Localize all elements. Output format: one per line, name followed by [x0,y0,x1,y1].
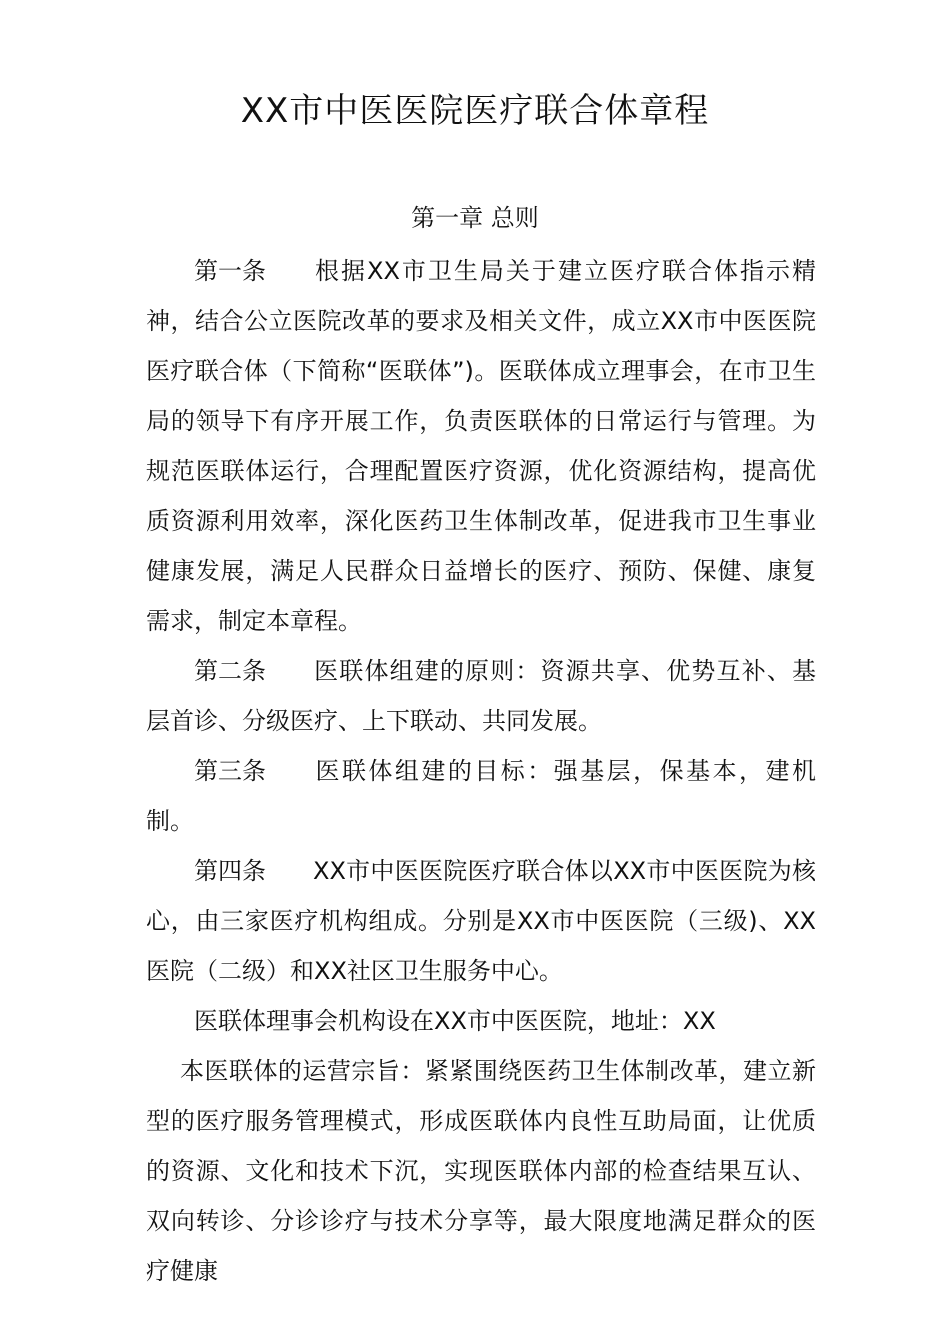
article-2-label: 第二条 [194,657,266,685]
article-3-text: 医联体组建的目标：强基层，保基本，建机制。 [146,757,816,835]
document-body [146,246,816,1296]
article-4-text: XX市中医医院医疗联合体以XX市中医医院为核心，由三家医疗机构组成。分别是XX市中医医院（三级)、XX医院（二级）和XX社区卫生服务中心。 [146,857,816,985]
council-location-paragraph: 医联体理事会机构设在XX市中医医院，地址：XX [194,1007,716,1035]
article-1-text: 根据XX市卫生局关于建立医疗联合体指示精神，结合公立医院改革的要求及相关文件，成立XX市中医医院医疗联合体（下简称“医联体”)。医联体成立理事会，在市卫生局的领导下有序开展工作，负责医联体的日常运行与管理。为规范医联体运行，合理配置医疗资源，优化资源结构，提高优质资源利用效率，深化医药卫生体制改革，促进我市卫生事业健康发展，满足人民群众日益增长的医疗、预防、保健、康复需求，制定本章程。 [146,257,816,635]
article-4-label: 第四条 [194,857,266,885]
purpose-paragraph: 本医联体的运营宗旨：紧紧围绕医药卫生体制改革，建立新型的医疗服务管理模式，形成医联体内良性互助局面，让优质的资源、文化和技术下沉，实现医联体内部的检查结果互认、双向转诊、分诊诊疗与技术分享等，最大限度地满足群众的医疗健康 [146,1057,816,1285]
article-1-paragraph [146,246,816,646]
article-4-paragraph [146,846,816,996]
article-2-paragraph [146,646,816,746]
article-1-label: 第一条 [194,257,266,285]
article-2-text: 医联体组建的原则：资源共享、优势互补、基层首诊、分级医疗、上下联动、共同发展。 [146,657,816,735]
chapter-heading: 第一章 总则 [411,204,539,232]
article-3-paragraph [146,746,816,846]
article-3-label: 第三条 [194,757,266,785]
document-title: XX市中医医院医疗联合体章程 [240,91,710,131]
